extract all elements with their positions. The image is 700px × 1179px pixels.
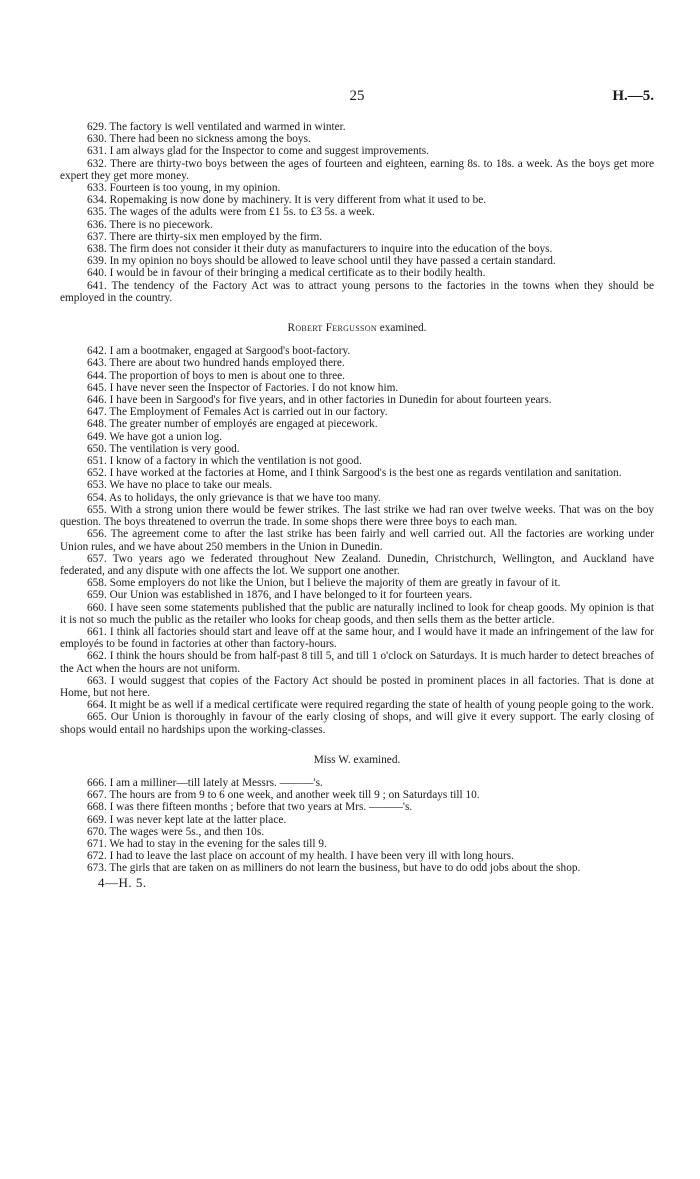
testimony-section-2 xyxy=(60,345,654,736)
witness-heading-miss-w: Miss W. examined. xyxy=(313,753,401,766)
paragraph-639: 639. In my opinion no boys should be allowed to leave school until they have passed a certain standard. xyxy=(87,255,556,268)
paragraph-652: 652. I have worked at the factories at Home, and I think Sargood's is the best one as regards ventilation and sanitation. xyxy=(87,467,622,480)
paragraph-656: 656. The agreement come to after the last strike has been fairly and well carried out. All the factories are working under Union rules, and we have about 250 members in the Union in Dunedin. xyxy=(60,528,654,553)
witness-heading-suffix: examined. xyxy=(376,322,427,335)
witness-heading-fergusson xyxy=(60,322,654,334)
paragraph-647: 647. The Employment of Females Act is carried out in our factory. xyxy=(87,406,388,419)
paragraph-636: 636. There is no piecework. xyxy=(87,218,213,231)
paragraph-637: 637. There are thirty-six men employed by the firm. xyxy=(87,230,323,243)
paragraph-663: 663. I would suggest that copies of the Factory Act should be posted in prominent places in all factories. That is done at Home, but not here. xyxy=(60,674,654,699)
paragraph-632: 632. There are thirty-two boys between the ages of fourteen and eighteen, earning 8s. to 18s. a week. As the boys get more expert they get more money. xyxy=(60,157,654,182)
page-header xyxy=(60,88,654,110)
paragraph-631: 631. I am always glad for the Inspector to come and suggest improvements. xyxy=(87,145,429,158)
paragraph-638: 638. The firm does not consider it their duty as manufacturers to inquire into the education of the boys. xyxy=(87,243,553,256)
paragraph-658: 658. Some employers do not like the Union, but I believe the majority of them are greatly in favour of it. xyxy=(87,577,561,590)
paragraph-662: 662. I think the hours should be from half-past 8 till 5, and till 1 o'clock on Saturdays. It is much harder to detect breaches of the Act when the hours are not uniform. xyxy=(60,650,654,675)
paragraph-670: 670. The wages were 5s., and then 10s. xyxy=(87,825,265,838)
signature-mark: 4—H. 5. xyxy=(98,874,147,890)
page-number: 25 xyxy=(349,88,365,104)
paragraph-654: 654. As to holidays, the only grievance is that we have too many. xyxy=(87,491,381,504)
paragraph-634: 634. Ropemaking is now done by machinery. It is very different from what it used to be. xyxy=(87,194,487,207)
testimony-section-3 xyxy=(60,777,654,875)
paragraph-651: 651. I know of a factory in which the ventilation is not good. xyxy=(87,455,362,468)
paragraph-664: 664. It might be as well if a medical certificate were required regarding the state of health of young people going to the work. xyxy=(87,699,654,712)
paragraph-660: 660. I have seen some statements published that the public are naturally inclined to look for cheap goods. My opinion is that it is not so much the public as the retailer who looks for cheap goods, and then sells them as the better article. xyxy=(60,601,654,626)
paragraph-657: 657. Two years ago we federated throughout New Zealand. Dunedin, Christchurch, Wellington, and Auckland have federated, and any dispute with one affects the lot. We support one another. xyxy=(60,552,654,577)
paragraph-666: 666. I am a milliner—till lately at Messrs. ———'s. xyxy=(87,776,323,789)
paragraph-641: 641. The tendency of the Factory Act was to attract young persons to the factories in the towns when they should be employed in the country. xyxy=(60,279,654,304)
paragraph-672: 672. I had to leave the last place on account of my health. I have been very ill with long hours. xyxy=(87,850,514,863)
paragraph-648: 648. The greater number of employés are engaged at piecework. xyxy=(87,418,378,431)
paragraph-645: 645. I have never seen the Inspector of Factories. I do not know him. xyxy=(87,381,399,394)
paragraph-673: 673. The girls that are taken on as milliners do not learn the business, but have to do odd jobs about the shop. xyxy=(87,862,581,875)
paragraph-644: 644. The proportion of boys to men is about one to three. xyxy=(87,369,346,382)
paragraph-665: 665. Our Union is thoroughly in favour of the early closing of shops, and will give it every support. The early closing of shops would entail no hardships upon the working-classes. xyxy=(60,711,654,736)
paragraph-643: 643. There are about two hundred hands employed there. xyxy=(87,357,345,370)
paragraph-653: 653. We have no place to take our meals. xyxy=(87,479,273,492)
paragraph-671: 671. We had to stay in the evening for the sales till 9. xyxy=(87,837,327,850)
paragraph-668: 668. I was there fifteen months ; before that two years at Mrs. ———'s. xyxy=(87,801,413,814)
paragraph-630: 630. There had been no sickness among the boys. xyxy=(87,133,311,146)
paragraph-655: 655. With a strong union there would be fewer strikes. The last strike we had ran over twelve weeks. That was on the boy question. The boys threatened to overrun the trade. In some shops there were three boys to each man. xyxy=(60,503,654,529)
paragraph-649: 649. We have got a union log. xyxy=(87,430,223,443)
paragraph-629: 629. The factory is well ventilated and warmed in winter. xyxy=(87,121,346,133)
document-body xyxy=(60,121,654,889)
paragraph-646: 646. I have been in Sargood's for five years, and in other factories in Dunedin for about fourteen years. xyxy=(87,394,552,407)
paragraph-642: 642. I am a bootmaker, engaged at Sargood's boot-factory. xyxy=(87,345,351,358)
paragraph-635: 635. The wages of the adults were from £1 5s. to £3 5s. a week. xyxy=(87,206,375,219)
paragraph-650: 650. The ventilation is very good. xyxy=(87,442,240,455)
witness-name: Robert Fergusson xyxy=(287,322,377,335)
paragraph-640: 640. I would be in favour of their bringing a medical certificate as to their bodily health. xyxy=(87,267,486,280)
testimony-section-1 xyxy=(60,121,654,304)
paragraph-667: 667. The hours are from 9 to 6 one week, and another week till 9 ; on Saturdays till 10. xyxy=(87,789,480,802)
paragraph-661: 661. I think all factories should start and leave off at the same hour, and I would have it made an infringement of the law for employés to be found in factories at other than factory-hours. xyxy=(60,625,654,651)
document-reference: H.—5. xyxy=(612,88,654,104)
paragraph-633: 633. Fourteen is too young, in my opinion. xyxy=(87,182,281,195)
paragraph-669: 669. I was never kept late at the latter place. xyxy=(87,813,287,826)
paragraph-659: 659. Our Union was established in 1876, and I have belonged to it for fourteen years. xyxy=(87,589,473,602)
